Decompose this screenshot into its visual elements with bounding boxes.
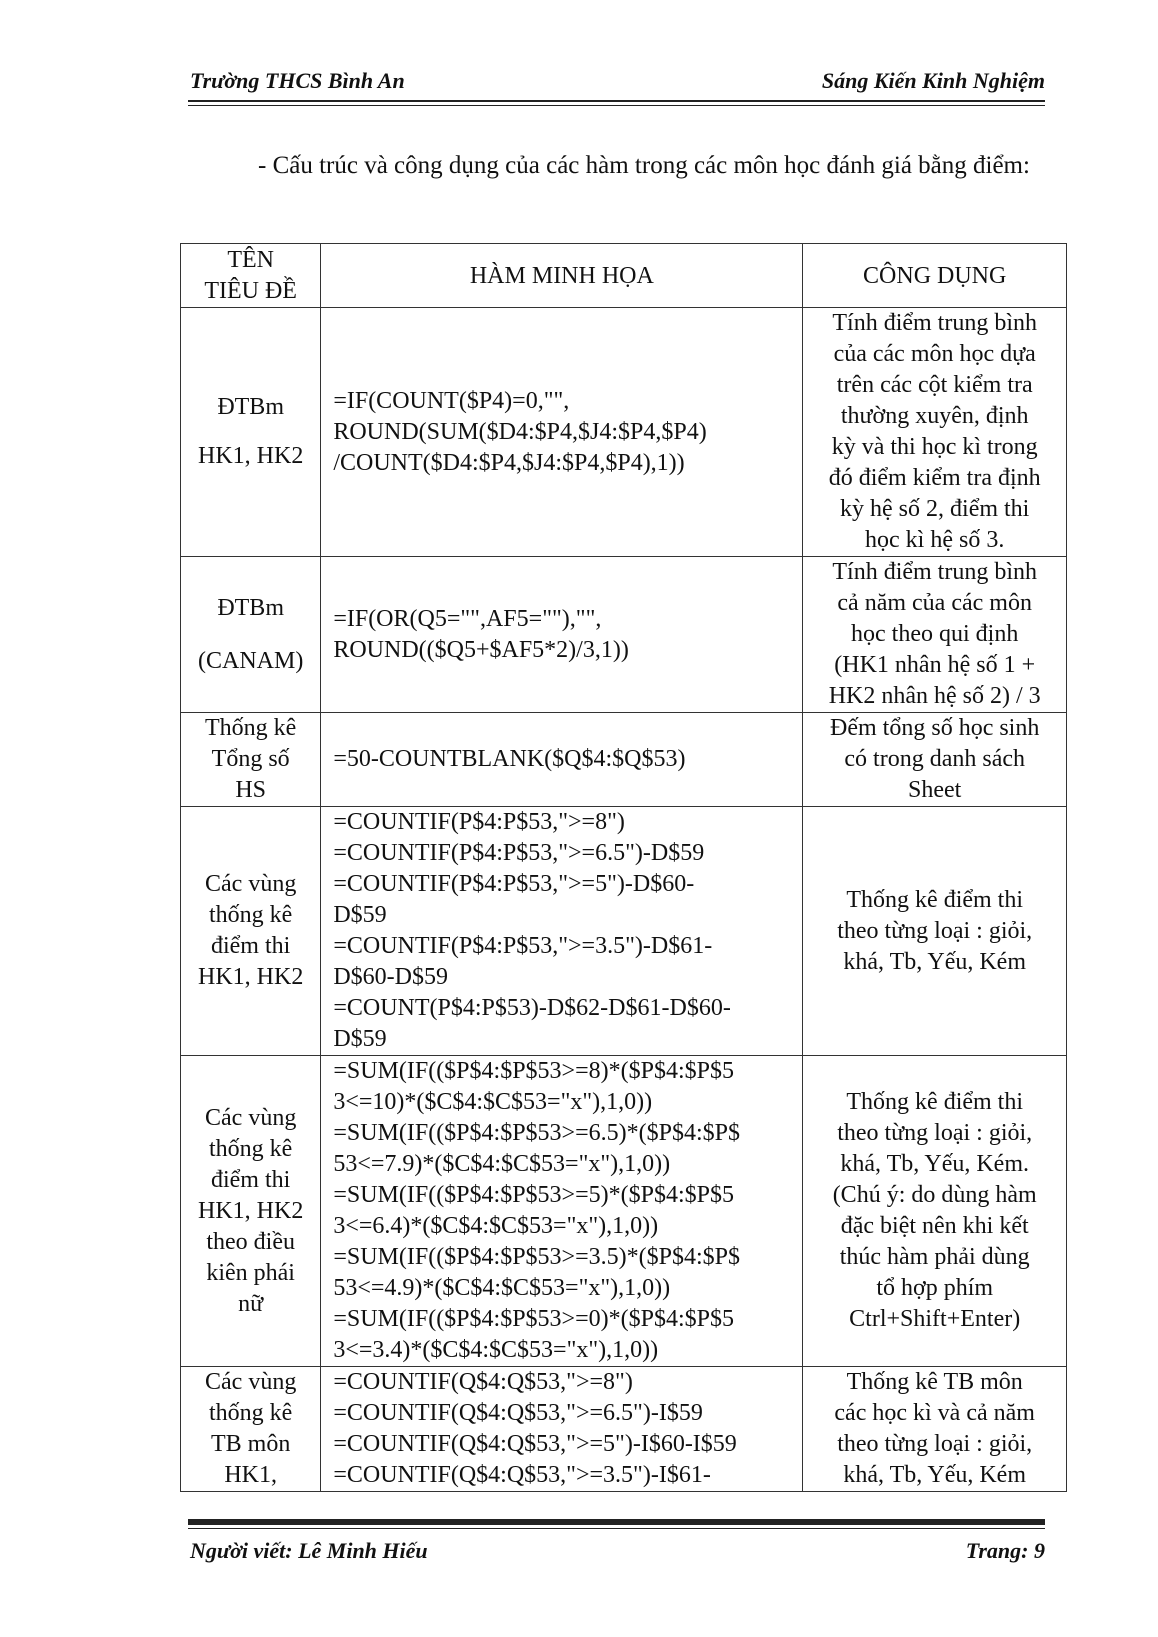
row-usage-cell [803, 713, 1067, 807]
row-formula-cell [321, 807, 803, 1056]
cell-line: =IF(OR(Q5="",AF5=""),"", [333, 605, 602, 632]
cell-line: D$59 [333, 902, 387, 928]
cell-line: Thống kê TB môn [846, 1369, 1023, 1395]
function-table [180, 243, 1067, 1492]
table-header-row [181, 244, 1067, 308]
footer-rule [188, 1519, 1045, 1525]
table-row [181, 713, 1067, 807]
cell-line: (Chú ý: do dùng hàm [832, 1182, 1037, 1208]
cell-line: D$59 [333, 1026, 387, 1052]
cell-line: D$60-D$59 [333, 964, 448, 990]
cell-line: thường xuyên, định [840, 403, 1029, 429]
cell-line: học kì hệ số 3. [865, 527, 1005, 553]
cell-line: =SUM(IF(($P$4:$P$53>=6.5)*($P$4:$P$ [333, 1120, 740, 1146]
cell-line: Tổng số [211, 746, 290, 772]
cell-line: =50-COUNTBLANK($Q$4:$Q$53) [333, 746, 686, 772]
cell-line: =SUM(IF(($P$4:$P$53>=0)*($P$4:$P$5 [333, 1306, 734, 1332]
cell-line: thống kê [208, 1135, 293, 1162]
cell-line: 3<=6.4)*($C$4:$C$53="x"),1,0)) [333, 1213, 659, 1239]
cell-line: 3<=10)*($C$4:$C$53="x"),1,0)) [333, 1089, 653, 1115]
cell-line: =COUNTIF(P$4:P$53,">=8") [333, 809, 625, 835]
table-row [181, 557, 1067, 713]
cell-line: =SUM(IF(($P$4:$P$53>=5)*($P$4:$P$5 [333, 1182, 734, 1208]
table-row [181, 1367, 1067, 1492]
cell-line: 53<=7.9)*($C$4:$C$53="x"),1,0)) [333, 1151, 671, 1177]
cell-line: điểm thi [210, 1166, 291, 1193]
cell-line: ROUND(SUM($D4:$P4,$J4:$P4,$P4) [333, 418, 707, 445]
cell-line: thống kê [208, 902, 293, 928]
cell-line: HK1, HK2 [197, 1197, 304, 1224]
cell-line: =COUNTIF(P$4:P$53,">=5")-D$60- [333, 871, 695, 897]
header-usage-column: CÔNG DỤNG [803, 244, 1067, 308]
table-row [181, 308, 1067, 557]
cell-line: 3<=3.4)*($C$4:$C$53="x"),1,0)) [333, 1337, 659, 1363]
header-rule [188, 100, 1045, 102]
row-usage-cell [803, 557, 1067, 713]
cell-line: Sheet [908, 777, 962, 803]
table-row [181, 807, 1067, 1056]
cell-line: Ctrl+Shift+Enter) [849, 1306, 1021, 1332]
cell-line: =COUNTIF(Q$4:Q$53,">=6.5")-I$59 [333, 1400, 703, 1426]
row-title-cell [181, 713, 321, 807]
page-number: Trang: 9 [965, 1538, 1045, 1563]
header-title-column: TÊN TIÊU ĐỀ [181, 244, 321, 308]
table-row [181, 1056, 1067, 1367]
row-usage-cell [803, 308, 1067, 557]
cell-line: HK1, HK2 [197, 964, 304, 990]
cell-line: cả năm của các môn [837, 590, 1032, 616]
cell-line: ĐTBm [217, 394, 284, 420]
cell-line: =COUNTIF(Q$4:Q$53,">=3.5")-I$61- [333, 1462, 711, 1488]
cell-line: kiên phái [206, 1259, 295, 1286]
cell-line: (CANAM) [197, 647, 304, 674]
header-rule-thin [188, 105, 1045, 106]
row-formula-cell [321, 1056, 803, 1367]
cell-line: 53<=4.9)*($C$4:$C$53="x"),1,0)) [333, 1275, 671, 1301]
row-title-cell [181, 807, 321, 1056]
row-title-cell [181, 1056, 321, 1367]
intro-paragraph: - Cấu trúc và công dụng của các hàm trong các môn học đánh giá bằng điểm: [258, 152, 1030, 179]
row-usage-cell [803, 1056, 1067, 1367]
cell-line: HS [235, 777, 266, 803]
cell-line: đó điểm kiểm tra định [828, 465, 1041, 491]
cell-line: =SUM(IF(($P$4:$P$53>=8)*($P$4:$P$5 [333, 1058, 734, 1084]
cell-line: trên các cột kiểm tra [836, 372, 1033, 398]
cell-line: kỳ và thi học kì trong [831, 434, 1038, 460]
cell-line: HK1, HK2 [197, 443, 304, 469]
cell-line: =COUNTIF(P$4:P$53,">=6.5")-D$59 [333, 840, 705, 866]
cell-line: Tính điểm trung bình [832, 310, 1038, 336]
cell-line: kỳ hệ số 2, điểm thi [840, 496, 1030, 522]
cell-line: học theo qui định [851, 621, 1019, 647]
cell-line: đặc biệt nên khi kết [840, 1213, 1029, 1239]
document-title: Sáng Kiến Kinh Nghiệm [821, 68, 1045, 93]
cell-line: Tính điểm trung bình [832, 559, 1038, 585]
cell-line: =COUNT(P$4:P$53)-D$62-D$61-D$60- [333, 995, 731, 1021]
cell-line: khá, Tb, Yếu, Kém. [840, 1151, 1029, 1177]
cell-line: khá, Tb, Yếu, Kém [843, 1462, 1026, 1488]
cell-line: ĐTBm [217, 594, 284, 621]
row-formula-cell [321, 308, 803, 557]
row-usage-cell [803, 807, 1067, 1056]
author: Người viết: Lê Minh Hiếu [190, 1538, 428, 1563]
cell-line: TB môn [210, 1431, 291, 1457]
cell-line: các học kì và cả năm [834, 1400, 1035, 1426]
cell-line: điểm thi [210, 933, 291, 959]
cell-line: khá, Tb, Yếu, Kém [843, 948, 1026, 975]
cell-line: (HK1 nhân hệ số 1 + [834, 652, 1036, 678]
school-name: Trường THCS Bình An [190, 68, 405, 93]
cell-line: HK2 nhân hệ số 2) / 3 [828, 683, 1041, 709]
row-title-cell [181, 1367, 321, 1492]
cell-line: theo từng loại : giỏi, [837, 1431, 1033, 1457]
cell-line: =IF(COUNT($P4)=0,"", [333, 387, 570, 414]
cell-line: Đếm tổng số học sinh [830, 715, 1040, 741]
row-formula-cell [321, 1367, 803, 1492]
cell-line: nữ [238, 1290, 264, 1317]
cell-line: =COUNTIF(Q$4:Q$53,">=5")-I$60-I$59 [333, 1431, 737, 1457]
cell-line: theo từng loại : giỏi, [837, 917, 1033, 944]
cell-line: HK1, [224, 1462, 277, 1488]
cell-line: =COUNTIF(Q$4:Q$53,">=8") [333, 1369, 633, 1395]
row-formula-cell [321, 557, 803, 713]
cell-line: Các vùng [205, 1104, 297, 1131]
page-header [190, 68, 1045, 98]
row-formula-cell [321, 713, 803, 807]
footer-rule-thin [188, 1528, 1045, 1529]
header-formula-column: HÀM MINH HỌA [321, 244, 803, 308]
cell-line: có trong danh sách [844, 746, 1025, 772]
cell-line: /COUNT($D4:$P4,$J4:$P4,$P4),1)) [333, 449, 685, 476]
page-footer [190, 1538, 1045, 1568]
cell-line: theo từng loại : giỏi, [837, 1120, 1033, 1146]
row-title-cell [181, 557, 321, 713]
spacer [181, 624, 320, 646]
cell-line: ROUND(($Q5+$AF5*2)/3,1)) [333, 636, 629, 663]
spacer [181, 423, 320, 441]
cell-line: Thống kê điểm thi [846, 1089, 1024, 1115]
cell-line: Thống kê điểm thi [846, 886, 1024, 913]
cell-line: Các vùng [205, 1369, 297, 1395]
cell-line: Thống kê [205, 715, 297, 741]
cell-line: theo điều [206, 1228, 295, 1255]
row-title-cell [181, 308, 321, 557]
cell-line: tổ hợp phím [876, 1275, 994, 1301]
cell-line: thống kê [208, 1400, 293, 1426]
row-usage-cell [803, 1367, 1067, 1492]
cell-line: thúc hàm phải dùng [839, 1244, 1030, 1270]
cell-line: =SUM(IF(($P$4:$P$53>=3.5)*($P$4:$P$ [333, 1244, 740, 1270]
cell-line: của các môn học dựa [833, 341, 1036, 367]
cell-line: Các vùng [205, 871, 297, 897]
cell-line: =COUNTIF(P$4:P$53,">=3.5")-D$61- [333, 933, 713, 959]
